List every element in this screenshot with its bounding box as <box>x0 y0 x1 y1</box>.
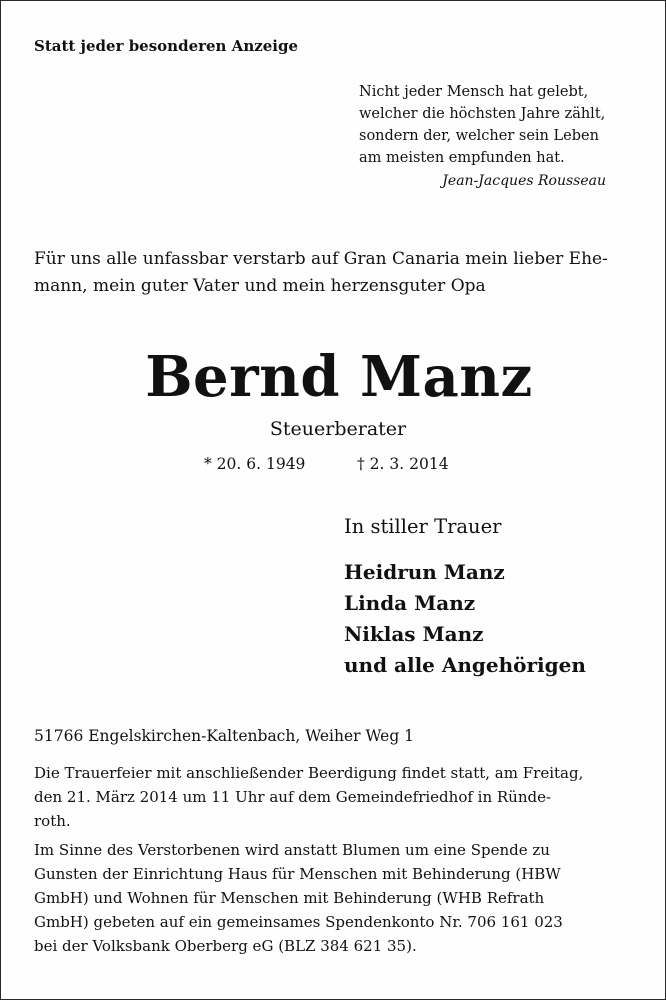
donation-info <box>34 838 634 958</box>
donation-line: Gunsten der Einrichtung Haus für Menschen mit Behinderung (HBW <box>34 865 561 883</box>
deceased-name: Bernd Manz <box>145 344 533 410</box>
funeral-line: Die Trauerfeier mit anschließender Beerdigung findet statt, am Freitag, <box>34 764 584 782</box>
funeral-info <box>34 761 634 833</box>
death-date: † 2. 3. 2014 <box>357 455 449 473</box>
mourners-list <box>344 557 586 681</box>
mourner-name: Heidrun Manz <box>344 560 505 584</box>
family-address: 51766 Engelskirchen-Kaltenbach, Weiher Weg 1 <box>34 727 415 745</box>
mourner-name: Niklas Manz <box>344 622 484 646</box>
deceased-profession: Steuerberater <box>269 418 407 440</box>
quote-line: welcher die höchsten Jahre zählt, <box>359 106 606 122</box>
quote-block <box>359 81 619 192</box>
intro-line: Für uns alle unfassbar verstarb auf Gran Canaria mein lieber Ehe- <box>34 249 608 269</box>
intro-line: mann, mein guter Vater und mein herzensguter Opa <box>34 276 486 296</box>
donation-line: GmbH) gebeten auf ein gemeinsames Spendenkonto Nr. 706 161 023 <box>34 913 563 931</box>
donation-line: Im Sinne des Verstorbenen wird anstatt Blumen um eine Spende zu <box>34 841 550 859</box>
funeral-line: den 21. März 2014 um 11 Uhr auf dem Gemeindefriedhof in Ründe- <box>34 788 552 806</box>
quote-author: Jean-Jacques Rousseau <box>442 173 606 189</box>
mourner-name: und alle Angehörigen <box>344 653 586 677</box>
quote-line: Nicht jeder Mensch hat gelebt, <box>359 84 589 100</box>
quote-line: sondern der, welcher sein Leben <box>359 128 599 144</box>
intro-text <box>34 246 634 300</box>
notice-header: Statt jeder besonderen Anzeige <box>34 37 299 55</box>
birth-date: * 20. 6. 1949 <box>204 455 306 473</box>
donation-line: bei der Volksbank Oberberg eG (BLZ 384 621 35). <box>34 937 417 955</box>
mourning-label: In stiller Trauer <box>344 515 502 538</box>
funeral-line: roth. <box>34 812 71 830</box>
donation-line: GmbH) und Wohnen für Menschen mit Behinderung (WHB Refrath <box>34 889 545 907</box>
mourner-name: Linda Manz <box>344 591 476 615</box>
quote-line: am meisten empfunden hat. <box>359 150 565 166</box>
